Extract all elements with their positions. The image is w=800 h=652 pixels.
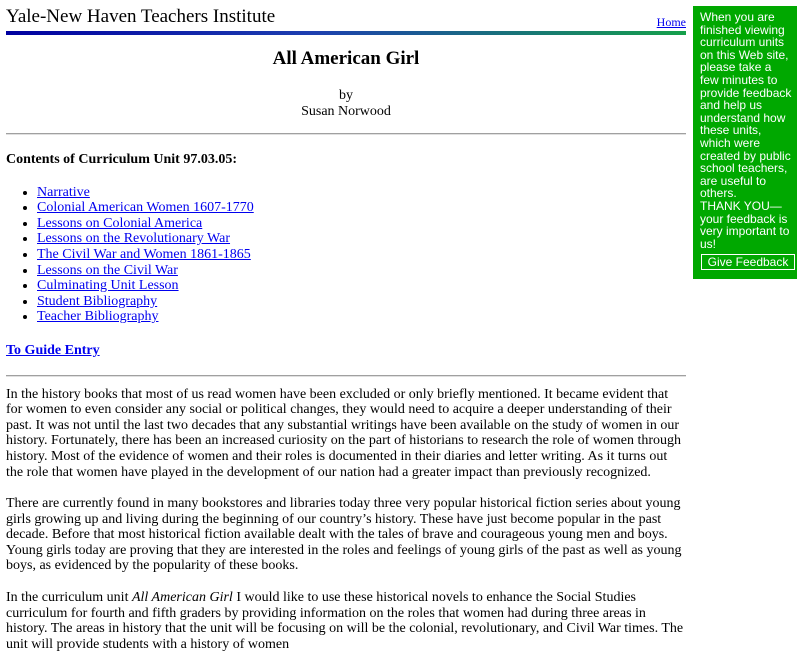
unit-title-italic: All American Girl xyxy=(131,590,233,606)
give-feedback-button[interactable]: Give Feedback xyxy=(701,254,795,270)
toc-link-narrative[interactable]: Narrative xyxy=(37,184,90,200)
toc-link-lessons-civil-war[interactable]: Lessons on the Civil War xyxy=(37,262,178,278)
guide-entry-link[interactable]: To Guide Entry xyxy=(6,342,100,358)
list-item xyxy=(37,294,686,310)
feedback-message: When you are finished viewing curriculum units on this Web site, please take a few minutes to provide feedback and help us understand how these units, which were created by public school teachers, are useful to others. xyxy=(700,10,792,201)
list-item xyxy=(37,247,686,263)
main-content xyxy=(6,44,686,652)
toc-link-culminating[interactable]: Culminating Unit Lesson xyxy=(37,278,179,294)
toc-link-lessons-colonial[interactable]: Lessons on Colonial America xyxy=(37,215,203,231)
contents-heading: Contents of Curriculum Unit 97.03.05: xyxy=(6,152,237,167)
toc-link-student-bibliography[interactable]: Student Bibliography xyxy=(37,293,158,309)
list-item xyxy=(37,200,686,216)
list-item xyxy=(37,309,686,325)
list-item xyxy=(37,185,686,201)
toc-link-colonial-women[interactable]: Colonial American Women 1607-1770 xyxy=(37,200,254,216)
body-paragraph-3-lead: In the curriculum unit xyxy=(6,590,132,606)
author-name: Susan Norwood xyxy=(301,104,391,119)
unit-title: All American Girl xyxy=(272,48,420,69)
list-item xyxy=(37,216,686,232)
home-link[interactable]: Home xyxy=(656,15,686,29)
list-item xyxy=(37,278,686,294)
toc-link-teacher-bibliography[interactable]: Teacher Bibliography xyxy=(37,309,159,325)
divider-bottom xyxy=(6,375,686,377)
body-paragraph-2: There are currently found in many bookstores and libraries today three very popular historical fiction series about young girls growing up and living during the beginning of our country’s history. These have just become popular in the past decade. Before that most historical fiction available dealt with the tales of brave and courageous young men and boys. Young girls today are proving that they are interested in the roles and feelings of young girls of the past as well as young boys, as evidenced by the popularity of these books. xyxy=(6,496,682,574)
feedback-thanks: THANK YOU— your feedback is very important to us! xyxy=(700,198,790,251)
toc-link-lessons-revolutionary[interactable]: Lessons on the Revolutionary War xyxy=(37,231,231,247)
byline xyxy=(6,88,686,120)
toc-link-civil-war-women[interactable]: The Civil War and Women 1861-1865 xyxy=(37,246,251,262)
site-header xyxy=(6,6,686,35)
contents-list xyxy=(6,185,686,325)
divider-top xyxy=(6,133,686,135)
byline-by: by xyxy=(339,88,353,103)
body-paragraph-3-rest: I would like to use these historical novels to enhance the Social Studies curriculum for fourth and fifth graders by providing information on the roles that women had during three areas in history. The areas in history that the unit will be focusing on will be the colonial, revolutionary, and Civil War times. The unit will provide students with a history of women xyxy=(6,590,684,652)
header-gradient-bar xyxy=(6,31,686,35)
feedback-panel xyxy=(693,6,797,279)
list-item xyxy=(37,231,686,247)
body-paragraph-1: In the history books that most of us read women have been excluded or only briefly mentioned. It became evident that for women to even consider any social or political changes, they would need to acquire a deeper understanding of their past. It was not until the last two decades that any substantial writings have been available on the study of women in our history. Fortunately, there has been an increased curiosity on the part of historians to research the role of women through history. Most of the evidence of women and their roles is documented in their diaries and letter writing. As it turns out the role that women have played in the development of our nation had a greater impact than previously recognized. xyxy=(6,386,682,480)
body-paragraph-3 xyxy=(6,590,686,652)
list-item xyxy=(37,263,686,279)
site-title: Yale-New Haven Teachers Institute xyxy=(6,6,276,27)
guide-entry-paragraph xyxy=(6,343,686,359)
